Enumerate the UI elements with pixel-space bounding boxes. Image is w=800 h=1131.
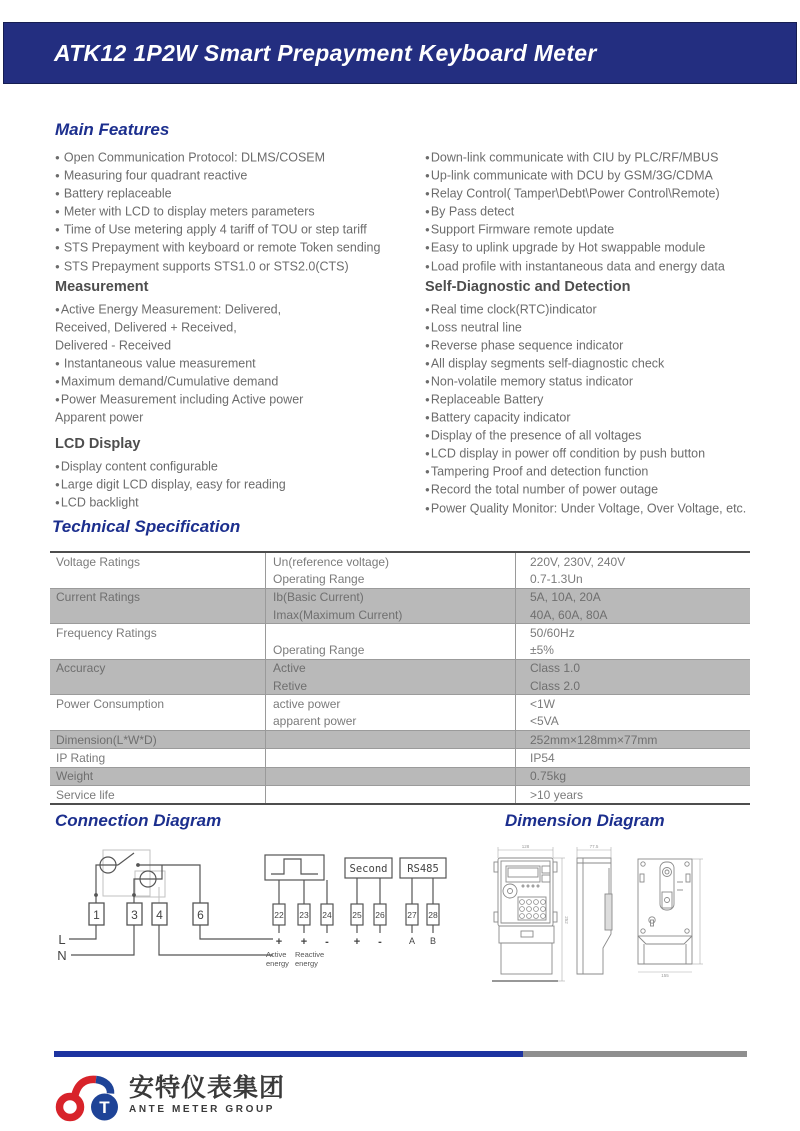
- led-dot: [527, 885, 529, 887]
- second-label: Second: [349, 863, 388, 875]
- cell-parameter: Power Consumption: [56, 697, 165, 712]
- table-row: [50, 606, 750, 623]
- cell-parameter: IP Rating: [56, 750, 106, 765]
- terminal-cover-top: [499, 926, 554, 943]
- table-row: [50, 588, 750, 606]
- cell-value: <5VA: [530, 714, 559, 729]
- list-item: ● Replaceable Battery: [425, 391, 795, 409]
- back-skirt-notch: [638, 936, 692, 944]
- table-row: [50, 677, 750, 694]
- self-diagnostic-section: [425, 280, 795, 518]
- front-button: [542, 875, 550, 882]
- cell-value: 0.7-1.3Un: [530, 571, 583, 586]
- list-item: Received, Delivered + Received,: [55, 320, 237, 335]
- keypad-key: [520, 914, 525, 919]
- cell-subparameter: Imax(Maximum Current): [273, 607, 403, 622]
- cell-subparameter: Active: [273, 661, 306, 676]
- front-button: [542, 866, 550, 873]
- terminal-label: 6: [197, 908, 204, 922]
- junction-dot: [132, 893, 136, 897]
- list-item: Apparent power: [55, 410, 144, 425]
- polarity-sign: +: [300, 936, 308, 948]
- cell-value: >10 years: [530, 787, 584, 802]
- led-dot: [522, 885, 524, 887]
- swappable-module: [605, 894, 612, 930]
- bracket-hole: [665, 898, 670, 903]
- list-item: ● Non-volatile memory status indicator: [425, 373, 795, 391]
- keypad-key: [527, 900, 532, 905]
- list-item: ● LCD display in power off condition by push button: [425, 445, 795, 463]
- main-features-right-column: [425, 149, 795, 276]
- logo-blue-arc: [96, 1080, 111, 1094]
- cell-value: ±5%: [530, 643, 554, 658]
- terminal-label: 3: [131, 908, 138, 922]
- list-item: ● Large digit LCD display, easy for reading: [55, 476, 420, 494]
- cell-subparameter: apparent power: [273, 714, 357, 729]
- measurement-heading: Measurement: [55, 279, 149, 295]
- list-item: ● Battery capacity indicator: [425, 409, 795, 427]
- terminal-label: 23: [299, 910, 309, 920]
- keypad-key: [541, 900, 546, 905]
- side-hook: [686, 874, 690, 882]
- cell-value: <1W: [530, 697, 556, 712]
- table-row: [50, 748, 750, 766]
- terminal-label: 24: [322, 910, 332, 920]
- led-dot: [537, 885, 539, 887]
- cell-parameter: Dimension(L*W*D): [56, 732, 157, 747]
- dimension-diagram-heading: Dimension Diagram: [505, 811, 665, 830]
- hanger-hole-center: [665, 870, 669, 874]
- wire: [96, 865, 118, 903]
- main-features-left-list: [55, 149, 420, 276]
- list-item: ● Reverse phase sequence indicator: [425, 337, 795, 355]
- terminal-label: 22: [274, 910, 284, 920]
- list-item: ● Power Quality Monitor: Under Voltage, Over Voltage, etc.: [425, 500, 795, 518]
- junction-dot: [136, 863, 140, 867]
- list-item: ● Meter with LCD to display meters parameters: [55, 203, 420, 221]
- wire: [357, 878, 380, 904]
- cell-parameter: Service life: [56, 787, 115, 802]
- page-title: ATK12 1P2W Smart Prepayment Keyboard Meter: [54, 39, 597, 66]
- list-item: ● Tampering Proof and detection function: [425, 463, 795, 481]
- ante-logo-icon: [53, 1066, 123, 1124]
- polarity-sign: -: [325, 936, 329, 948]
- table-column-divider: [515, 553, 516, 803]
- table-row: [50, 767, 750, 785]
- cell-value: 0.75kg: [530, 769, 567, 784]
- list-item: ● Measuring four quadrant reactive: [55, 167, 420, 185]
- measurement-section: [55, 280, 420, 427]
- terminal-label: 28: [428, 910, 438, 920]
- list-item: ● Maximum demand/Cumulative demand: [55, 373, 420, 391]
- table-row: [50, 730, 750, 748]
- screw-hole: [641, 862, 645, 866]
- list-item: ● Down-link communicate with CIU by PLC/RF/MBUS: [425, 149, 795, 167]
- cover-seal: [521, 931, 533, 937]
- dim-label-height: 252: [564, 916, 569, 924]
- active-energy-label: Active: [266, 950, 287, 959]
- cell-subparameter: Ib(Basic Current): [273, 590, 364, 605]
- cell-subparameter: active power: [273, 697, 341, 712]
- table-row: [50, 713, 750, 730]
- side-tab: [553, 862, 557, 872]
- keypad-key: [534, 914, 539, 919]
- side-tab: [494, 912, 498, 922]
- hanger-hole: [663, 868, 672, 877]
- list-item: ● All display segments self-diagnostic check: [425, 355, 795, 373]
- hanger-bracket: [662, 892, 672, 908]
- company-name-en: ANTE METER GROUP: [129, 1104, 276, 1116]
- terminal-label: 26: [375, 910, 385, 920]
- list-item: ● Support Firmware remote update: [425, 221, 795, 239]
- cell-value: 40A, 60A, 80A: [530, 607, 608, 622]
- list-item: ● Real time clock(RTC)indicator: [425, 301, 795, 319]
- dim-label-width: 128: [521, 844, 530, 849]
- junction-dot: [94, 893, 98, 897]
- terminal-label: 25: [352, 910, 362, 920]
- switch-blade: [118, 853, 134, 865]
- terminal-label: 4: [156, 908, 163, 922]
- active-energy-label: energy: [266, 959, 289, 968]
- n-wire: [71, 925, 134, 955]
- cell-value: 50/60Hz: [530, 625, 575, 640]
- keypad-outline: [518, 897, 546, 920]
- cell-value: IP54: [530, 750, 555, 765]
- cell-subparameter: Operating Range: [273, 643, 365, 658]
- cell-parameter: Weight: [56, 769, 94, 784]
- dimension-diagram: [480, 836, 795, 1011]
- table-row: [50, 785, 750, 803]
- rs485-b-label: B: [429, 936, 437, 946]
- table-column-divider: [265, 553, 266, 803]
- list-item: ● Record the total number of power outage: [425, 481, 795, 499]
- lcd-display-list: [55, 458, 420, 512]
- company-name-block: [129, 1075, 285, 1116]
- terminal-cover: [501, 943, 552, 974]
- screw-hole: [641, 929, 645, 933]
- cell-parameter: Current Ratings: [56, 590, 141, 605]
- lcd-display-section: [55, 437, 420, 512]
- list-item: ● Loss neutral line: [425, 319, 795, 337]
- load-n-wire: [159, 925, 273, 955]
- list-item: ● Display of the presence of all voltages: [425, 427, 795, 445]
- cell-value: Class 2.0: [530, 678, 581, 693]
- company-logo: [53, 1066, 285, 1124]
- line-n-label: N: [57, 948, 67, 963]
- cell-subparameter: Operating Range: [273, 571, 365, 586]
- cell-value: 5A, 10A, 20A: [530, 590, 601, 605]
- polarity-sign: +: [275, 936, 283, 948]
- self-diagnostic-list: [425, 301, 795, 518]
- dim-label-back: 155: [661, 973, 669, 978]
- led-dot: [532, 885, 534, 887]
- side-tab: [494, 862, 498, 872]
- back-skirt: [638, 936, 692, 964]
- cell-value: 252mm×128mm×77mm: [530, 732, 658, 747]
- polarity-sign: +: [353, 936, 361, 948]
- list-item: ● Power Measurement including Active power: [55, 391, 420, 409]
- cell-parameter: Voltage Ratings: [56, 554, 141, 569]
- side-hook: [640, 874, 644, 882]
- line-l-label: L: [58, 932, 66, 947]
- cell-parameter: Frequency Ratings: [56, 625, 157, 640]
- footer-bar-blue-segment: [54, 1051, 523, 1057]
- list-item: ● By Pass detect: [425, 203, 795, 221]
- keypad-key: [541, 907, 546, 912]
- list-item: ● STS Prepayment supports STS1.0 or STS2.0(CTS): [55, 258, 420, 276]
- logo-t-glyph: T: [99, 1098, 110, 1117]
- cell-subparameter: Un(reference voltage): [273, 554, 390, 569]
- list-item: ● Load profile with instantaneous data and energy data: [425, 258, 795, 276]
- cell-value: 220V, 230V, 240V: [530, 554, 626, 569]
- list-item: ● Battery replaceable: [55, 185, 420, 203]
- keypad-key: [527, 914, 532, 919]
- technical-specification-heading: Technical Specification: [52, 517, 241, 536]
- list-item: ● Relay Control( Tamper\Debt\Power Control\Remote): [425, 185, 795, 203]
- logo-red-loop: [60, 1097, 81, 1118]
- cell-value: Class 1.0: [530, 661, 581, 676]
- list-item: ● Active Energy Measurement: Delivered,: [55, 301, 420, 319]
- wire: [279, 880, 327, 904]
- connection-diagram: [50, 838, 480, 993]
- connection-diagram-heading: Connection Diagram: [55, 811, 222, 830]
- wire: [279, 925, 433, 933]
- rs485-a-label: A: [408, 936, 416, 946]
- l-wire: [69, 925, 96, 939]
- list-item: ● Up-link communicate with DCU by GSM/3G/CDMA: [425, 167, 795, 185]
- list-item: ● Open Communication Protocol: DLMS/COSEM: [55, 149, 420, 167]
- reactive-energy-label: Reactive: [295, 950, 325, 959]
- lcd-display-heading: LCD Display: [55, 436, 141, 452]
- table-row: [50, 553, 750, 570]
- polarity-sign: -: [378, 936, 382, 948]
- list-item: ● Easy to uplink upgrade by Hot swappable module: [425, 239, 795, 257]
- main-features-heading: Main Features: [55, 120, 170, 139]
- meter-back-body: [638, 859, 692, 936]
- footer-divider-bar: [54, 1051, 747, 1057]
- list-item: ● Time of Use metering apply 4 tariff of TOU or step tariff: [55, 221, 420, 239]
- pulse-waveform-icon: [271, 859, 318, 874]
- terminal-label: 1: [93, 908, 100, 922]
- load-l-wire: [200, 925, 273, 939]
- table-row: [50, 641, 750, 658]
- company-name-cn: 安特仪表集团: [129, 1073, 286, 1102]
- list-item: ● STS Prepayment with keyboard or remote Token sending: [55, 239, 420, 257]
- table-row: [50, 694, 750, 712]
- footer-bar-gray-segment: [523, 1051, 747, 1057]
- list-item: ● LCD backlight: [55, 494, 420, 512]
- screw-hole: [685, 929, 689, 933]
- keypad-key: [520, 907, 525, 912]
- measurement-list: [55, 301, 420, 428]
- rs485-label: RS485: [407, 863, 439, 875]
- optical-port-center: [508, 889, 513, 894]
- main-features-left-column: [55, 149, 420, 276]
- side-tab: [553, 912, 557, 922]
- keypad-key: [541, 914, 546, 919]
- keypad-key: [520, 900, 525, 905]
- self-diagnostic-heading: Self-Diagnostic and Detection: [425, 279, 631, 295]
- wire: [412, 878, 433, 904]
- cell-subparameter: Retive: [273, 678, 308, 693]
- table-row: [50, 623, 750, 641]
- lcd-screen: [508, 868, 538, 877]
- table-row: [50, 570, 750, 587]
- logo-red-arc: [75, 1079, 97, 1097]
- list-item: ● Instantaneous value measurement: [55, 355, 420, 373]
- keypad-key: [527, 907, 532, 912]
- reactive-energy-label: energy: [295, 959, 318, 968]
- technical-specification-table: [50, 551, 750, 805]
- list-item: ● Display content configurable: [55, 458, 420, 476]
- main-features-right-list: [425, 149, 795, 276]
- optical-port: [503, 884, 517, 898]
- screw-hole: [685, 862, 689, 866]
- keypad-key: [534, 907, 539, 912]
- header-banner: [3, 22, 797, 84]
- terminal-label: 27: [407, 910, 417, 920]
- dim-label-depth: 77.5: [589, 844, 599, 849]
- keypad-key: [534, 900, 539, 905]
- list-item: Delivered - Received: [55, 338, 172, 353]
- table-row: [50, 659, 750, 677]
- cell-parameter: Accuracy: [56, 661, 106, 676]
